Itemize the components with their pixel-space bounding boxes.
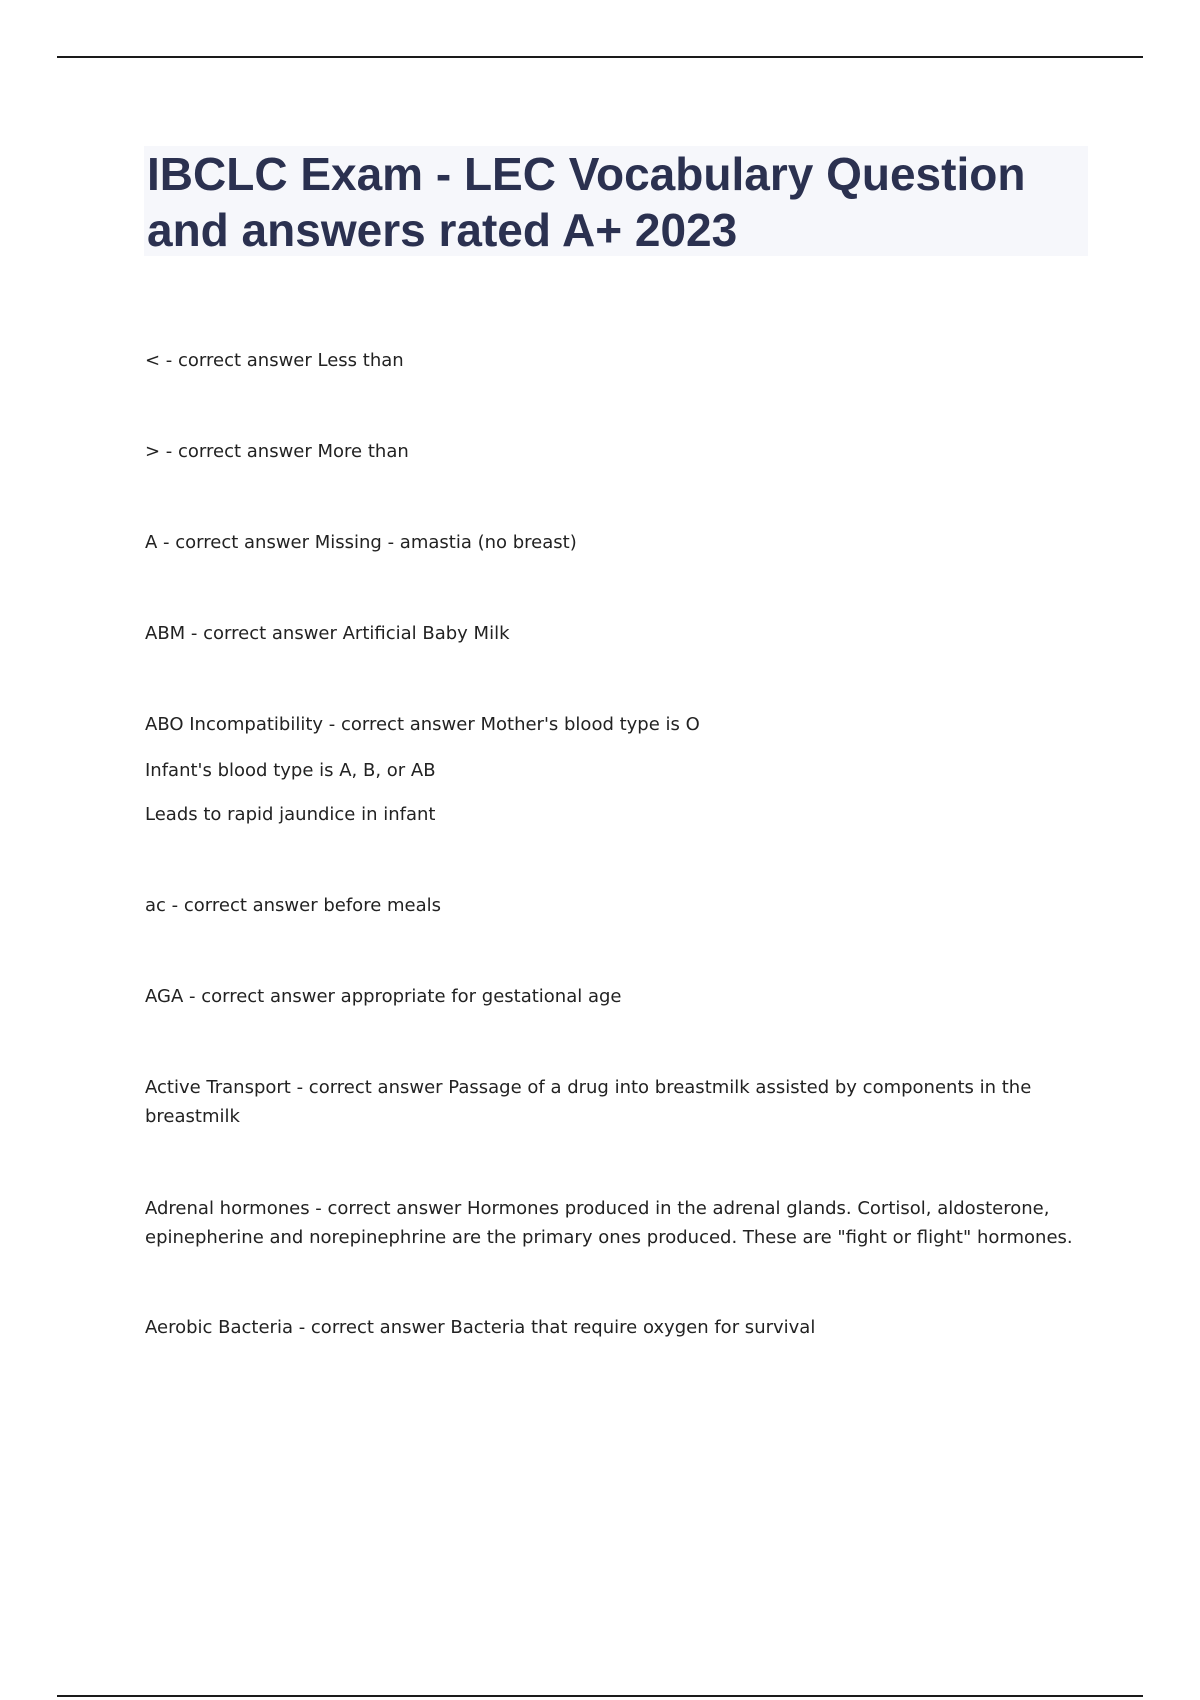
entry-text: < - correct answer Less than — [145, 350, 404, 371]
list-item — [145, 437, 1085, 466]
list-item — [145, 891, 1085, 920]
list-item — [145, 710, 1085, 739]
entry-text: ac - correct answer before meals — [145, 895, 442, 916]
title-block — [144, 146, 1088, 256]
entry-text: Aerobic Bacteria - correct answer Bacteria that require oxygen for survival — [145, 1317, 816, 1338]
entry-text-continued: breastmilk — [145, 1106, 240, 1127]
entry-text: AGA - correct answer appropriate for gestational age — [145, 986, 622, 1007]
list-item — [145, 346, 1085, 375]
entry-text: Leads to rapid jaundice in infant — [145, 804, 436, 825]
list-item — [145, 800, 1085, 829]
list-item — [145, 1313, 1085, 1342]
entry-text-continued: epinepherine and norepinephrine are the primary ones produced. These are "fight or flight" hormones. — [145, 1227, 1073, 1248]
document-title — [147, 146, 1088, 258]
top-rule — [57, 56, 1143, 58]
entry-text: ABO Incompatibility - correct answer Mother's blood type is O — [145, 714, 700, 735]
list-item — [145, 619, 1085, 648]
entry-text: ABM - correct answer Artificial Baby Milk — [145, 623, 510, 644]
list-item — [145, 1073, 1085, 1131]
entry-text: Infant's blood type is A, B, or AB — [145, 760, 436, 781]
list-item — [145, 982, 1085, 1011]
entry-text: A - correct answer Missing - amastia (no breast) — [145, 532, 577, 553]
bottom-rule — [57, 1695, 1143, 1697]
list-item — [145, 756, 1085, 785]
entry-text: > - correct answer More than — [145, 441, 409, 462]
title-line-1: IBCLC Exam - LEC Vocabulary Question — [147, 148, 1026, 200]
list-item — [145, 1194, 1085, 1252]
entry-text: Adrenal hormones - correct answer Hormones produced in the adrenal glands. Cortisol, aldosterone, — [145, 1198, 1050, 1219]
list-item — [145, 528, 1085, 557]
entry-text: Active Transport - correct answer Passage of a drug into breastmilk assisted by components in the — [145, 1077, 1032, 1098]
title-line-2: and answers rated A+ 2023 — [147, 204, 738, 256]
